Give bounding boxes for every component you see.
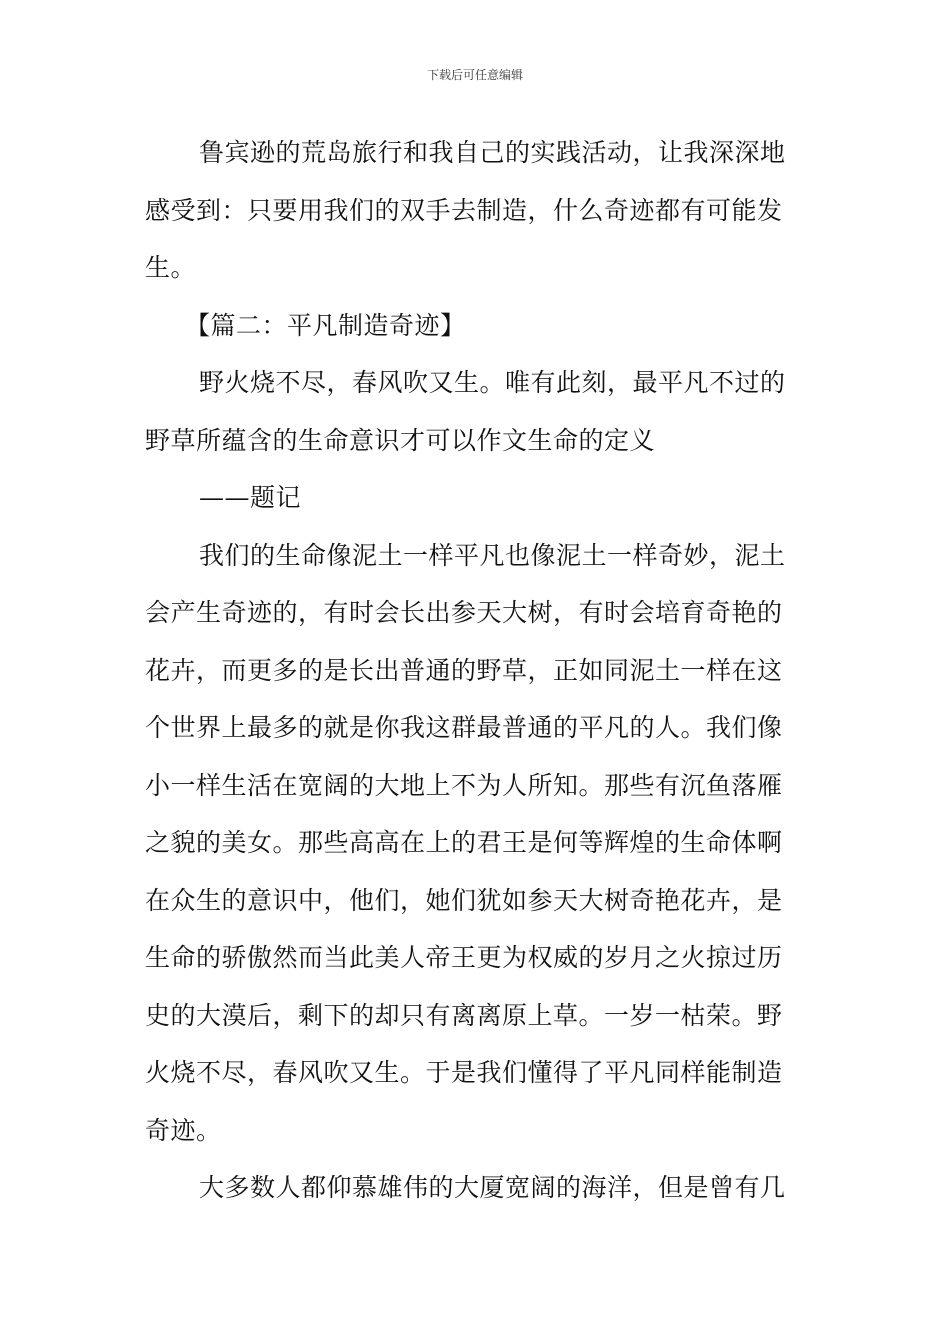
epigraph-attribution: ——题记: [199, 483, 302, 512]
paragraph-line: 在众生的意识中，他们，她们犹如参天大树奇艳花卉，是: [145, 885, 783, 915]
paragraph-line: 之貌的美女。那些高高在上的君王是何等辉煌的生命体啊: [145, 828, 783, 857]
paragraph-line: 小一样生活在宽阔的大地上不为人所知。那些有沉鱼落雁: [145, 770, 783, 800]
paragraph-line: 大多数人都仰慕雄伟的大厦宽阔的海洋，但是曾有几: [199, 1173, 786, 1202]
paragraph-line: 个世界上最多的就是你我这群最普通的平凡的人。我们像: [145, 713, 783, 742]
paragraph-line: 野草所蕴含的生命意识才可以作文生命的定义: [145, 425, 656, 455]
paragraph-line: 野火烧不尽，春风吹又生。唯有此刻，最平凡不过的: [199, 368, 786, 397]
paragraph-line: 感受到：只要用我们的双手去制造，什么奇迹都有可能发: [145, 195, 783, 225]
paragraph-line: 鲁宾逊的荒岛旅行和我自己的实践活动，让我深深地: [199, 138, 786, 167]
paragraph-line: 会产生奇迹的，有时会长出参天大树，有时会培育奇艳的: [145, 598, 783, 627]
paragraph-line: 我们的生命像泥土一样平凡也像泥土一样奇妙，泥土: [199, 540, 786, 570]
paragraph-line: 生。: [145, 253, 197, 282]
paragraph-line: 奇迹。: [145, 1115, 222, 1145]
paragraph-line: 史的大漠后，剩下的却只有离离原上草。一岁一枯荣。野: [145, 1000, 783, 1030]
section-heading: 【篇二：平凡制造奇迹】: [185, 310, 466, 340]
paragraph-line: 花卉，而更多的是长出普通的野草，正如同泥土一样在这: [145, 655, 783, 685]
page-header: 下载后可任意编辑: [426, 68, 523, 82]
document-body: [145, 124, 809, 1217]
paragraph-line: 生命的骄傲然而当此美人帝王更为权威的岁月之火掠过历: [145, 943, 783, 972]
paragraph-line: 火烧不尽，春风吹又生。于是我们懂得了平凡同样能制造: [145, 1058, 783, 1087]
